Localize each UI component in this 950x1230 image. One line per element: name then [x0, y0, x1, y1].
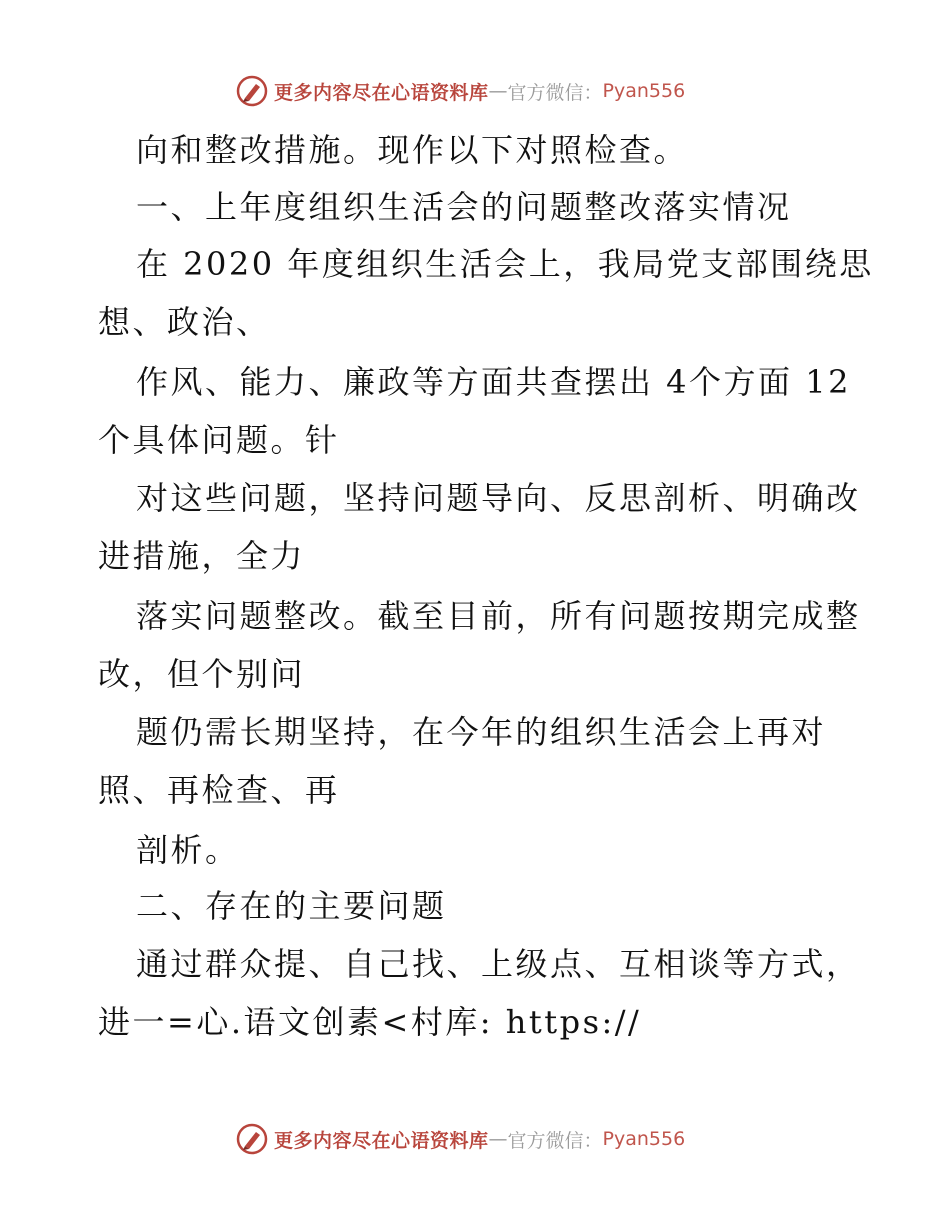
- section-heading-1: 一、上年度组织生活会的问题整改落实情况: [136, 188, 792, 226]
- body-line: 向和整改措施。现作以下对照检查。: [136, 131, 689, 169]
- watermark-label: 官方微信：: [507, 1129, 603, 1152]
- header-watermark: [236, 74, 685, 108]
- body-line: 想、政治、: [98, 303, 271, 341]
- body-line: 对这些问题，坚持问题导向、反思剖析、明确改: [136, 479, 861, 517]
- pen-logo-icon: [236, 75, 268, 107]
- body-line: 个具体问题。针: [98, 421, 340, 459]
- body-line: 进措施，全力: [98, 537, 306, 575]
- body-line: 题仍需长期坚持，在今年的组织生活会上再对: [136, 713, 827, 751]
- watermark-separator: —: [488, 80, 508, 102]
- watermark-separator: —: [488, 1128, 508, 1150]
- body-line: 进一=心.语文创素<村库: https://: [98, 1003, 642, 1041]
- body-line: 通过群众提、自己找、上级点、互相谈等方式，: [136, 945, 861, 983]
- body-line: 改，但个别问: [98, 655, 306, 693]
- watermark-title: 更多内容尽在心语资料库: [274, 81, 489, 104]
- body-line: 落实问题整改。截至目前，所有问题按期完成整: [136, 597, 861, 635]
- pen-logo-icon: [236, 1123, 268, 1155]
- watermark-title: 更多内容尽在心语资料库: [274, 1129, 489, 1152]
- body-line: 作风、能力、廉政等方面共查摆出 4个方面 12: [136, 363, 851, 401]
- watermark-wechat-id: Pyan556: [602, 1128, 686, 1150]
- watermark-label: 官方微信：: [507, 81, 603, 104]
- body-line: 照、再检查、再: [98, 771, 340, 809]
- footer-watermark: [236, 1122, 685, 1156]
- body-line: 在 2020 年度组织生活会上，我局党支部围绕思: [136, 245, 874, 283]
- section-heading-2: 二、存在的主要问题: [136, 887, 447, 925]
- body-line: 剖析。: [136, 831, 240, 869]
- watermark-wechat-id: Pyan556: [602, 80, 686, 102]
